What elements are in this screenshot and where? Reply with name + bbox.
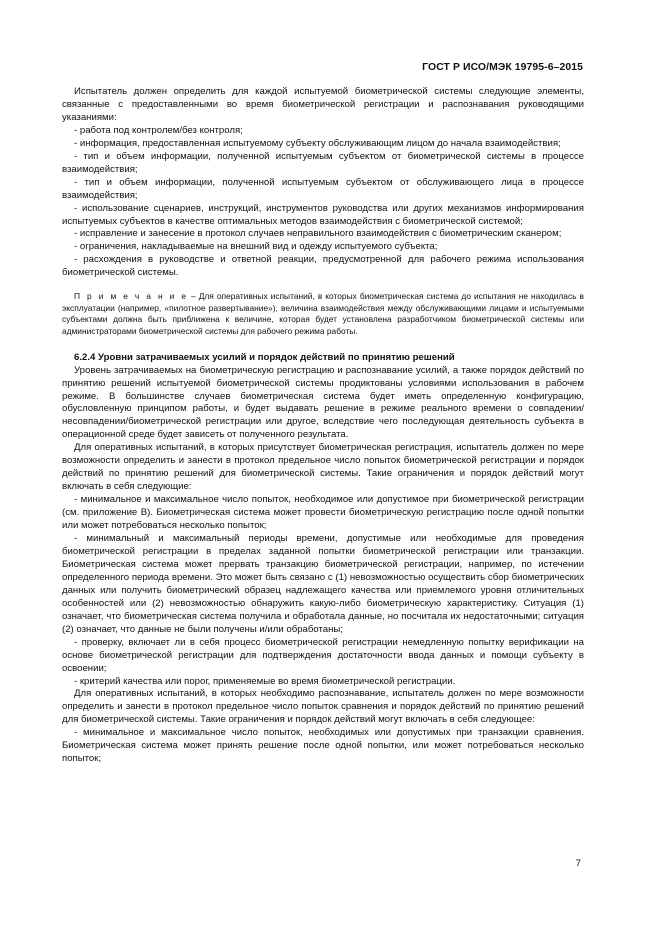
document-code-header: ГОСТ Р ИСО/МЭК 19795-6–2015 bbox=[422, 62, 583, 73]
intro-paragraph: Испытатель должен определить для каждой испытуемой биометрической системы следующие элементы, связанные с предоставленными во время биометрической регистрации и распознавания руководящими указаниями: bbox=[62, 86, 584, 123]
body-paragraph: Уровень затрачиваемых на биометрическую регистрацию и распознавание усилий, а также порядок действий по принятию решений испытуемой биометрической системы продиктованы условиями использования в рабочем режиме. В большинстве случаев биометрическая система будет иметь определенную конфигурацию, обусловленную принципом работы, и будет выдавать решение в режиме реального времени о совпадении/несовпадении/биометрической регистрации или другое, вследствие чего последующая деятельность субъекта в операционной среде будет зависеть от полученного результата. bbox=[62, 364, 584, 441]
list2-item: - минимальный и максимальный периоды времени, допустимые или необходимые для проведения биометрической регистрации в пределах заданной попытки биометрической регистрации или транзакции. Биометрическая система может прервать транзакцию биометрической регистрации, например, по истечении определенного периода времени. Это может быть связано с (1) невозможностью осуществить сбор биометрических данных или получить биометрический образец надлежащего качества или приемлемого уровня отличительных особенностей или (2) невозможностью обнаружить какую-либо биометрическую характеристику. Ситуация (1) означает, что биометрическая система получила и обработала данные, но посчитала их недостаточными; ситуация (2) означает, что данные не были получены и/или обработаны; bbox=[62, 533, 584, 635]
list1-item: - использование сценариев, инструкций, инструментов руководства или других механизмов информирования испытуемых субъектов в качестве оптимальных методов взаимодействия с биометрической системой; bbox=[62, 202, 584, 227]
body-paragraph: Для оперативных испытаний, в которых присутствует биометрическая регистрация, испытатель должен по мере возможности определить и занести в протокол предельное число попыток биометрической регистрации и порядок действий по принятию решений для биометрической системы. Такие ограничения и порядок действий могут включать в себя следующие: bbox=[62, 442, 584, 493]
note-block bbox=[62, 291, 584, 337]
list1-item: - тип и объем информации, полученной испытуемым субъектом от биометрической системы в процессе взаимодействия; bbox=[62, 150, 584, 175]
section-heading: 6.2.4 Уровни затрачиваемых усилий и порядок действий по принятию решений bbox=[74, 351, 455, 363]
page-number: 7 bbox=[575, 858, 581, 869]
list2-item: - критерий качества или порог, применяемые во время биометрической регистрации. bbox=[74, 675, 456, 687]
document-body bbox=[62, 86, 584, 766]
list3-item: - минимальное и максимальное число попыток, необходимых или допустимых при транзакции сравнения. Биометрическая система может принять решение после одной попытки, или может потребоваться несколько попыток; bbox=[62, 727, 584, 765]
note-text: – Для оперативных испытаний, в которых биометрическая система до испытания не находилась в эксплуатации (например, «пилотное развертывание»), величина взаимодействия между обслуживающими лицами и испытуемыми субъектами должна быть приближена к величине, которая будет установлена разработчиком биометрической системы или администраторами биометрической системы для рабочего режима работы. bbox=[62, 291, 584, 337]
list1-item: - тип и объем информации, полученной испытуемым субъектом от обслуживающего лица в процессе взаимодействия; bbox=[62, 176, 584, 201]
body-paragraph: Для оперативных испытаний, в которых необходимо распознавание, испытатель должен по мере возможности определить и занести в протокол предельное число попыток сравнения и порядок действий по принятию решений для биометрической системы. Такие ограничения и порядок действий могут включать в себя следующее: bbox=[62, 688, 584, 726]
list2-item: - минимальное и максимальное число попыток, необходимое или допустимое при биометрической регистрации (см. приложение В). Биометрическая система может провести биометрическую регистрацию после одной попытки или может потребоваться несколько попыток; bbox=[62, 494, 584, 532]
list1-item: - информация, предоставленная испытуемому субъекту обслуживающим лицом до начала взаимодействия; bbox=[74, 137, 561, 149]
note-label: П р и м е ч а н и е bbox=[74, 291, 189, 302]
list1-item: - исправление и занесение в протокол случаев неправильного взаимодействия с биометрическим сканером; bbox=[74, 228, 562, 240]
list2-item: - проверку, включает ли в себя процесс биометрической регистрации немедленную попытку верификации на основе биометрической регистрации для подтверждения достаточности ввода данных и помощи субъекту в освоении; bbox=[62, 636, 584, 674]
list1-item: - ограничения, накладываемые на внешний вид и одежду испытуемого субъекта; bbox=[74, 241, 438, 253]
list1-item: - работа под контролем/без контроля; bbox=[74, 124, 243, 136]
list1-item: - расхождения в руководстве и ответной реакции, предусмотренной для рабочего режима использования биометрической системы. bbox=[62, 254, 584, 279]
